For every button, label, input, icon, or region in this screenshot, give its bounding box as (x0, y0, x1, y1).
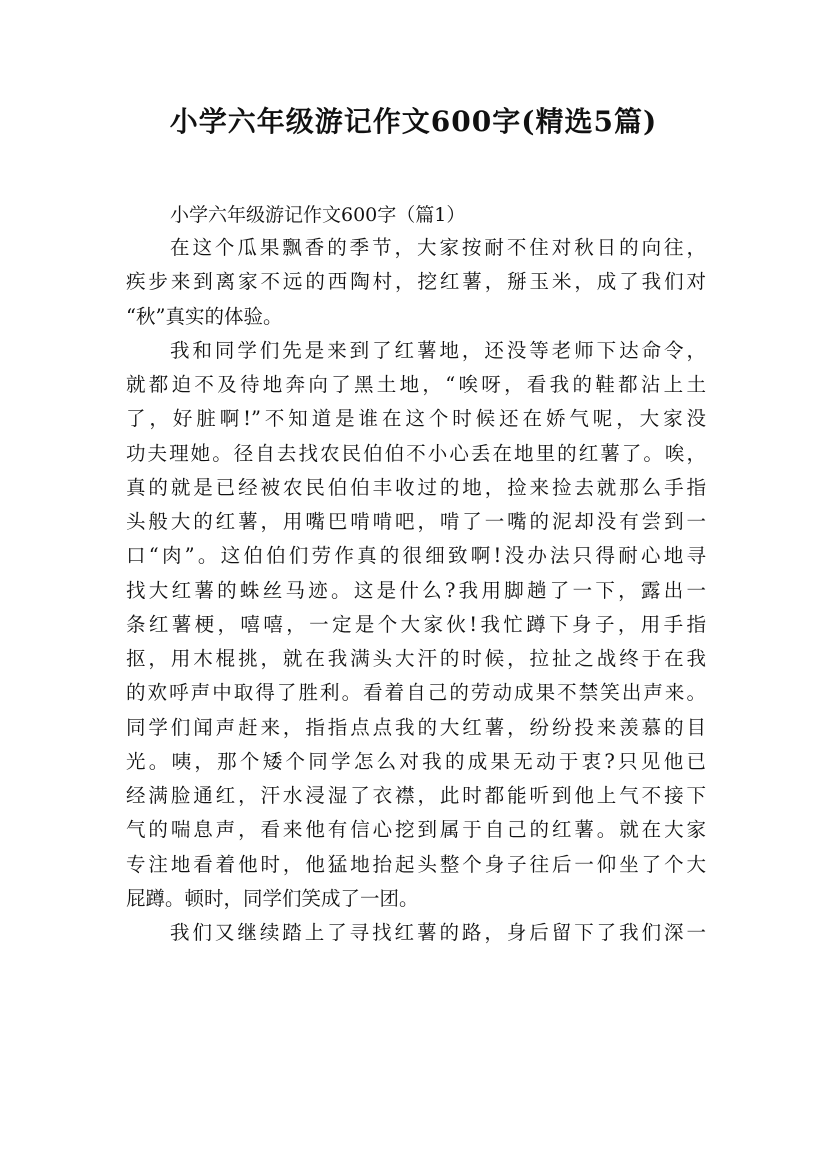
paragraph-line: 找大红薯的蛛丝马迹。这是什么?我用脚趟了一下，露出一 (126, 578, 706, 602)
paragraph-line: 气的喘息声，看来他有信心挖到属于自己的红薯。就在大家 (126, 818, 706, 842)
paragraph-line: 功夫理她。径自去找农民伯伯不小心丢在地里的红薯了。唉， (126, 441, 706, 465)
paragraph-line: 专注地看着他时，他猛地抬起头整个身子往后一仰坐了个大 (126, 852, 706, 876)
paragraph-line: “秋”真实的体验。 (126, 304, 283, 328)
paragraph-line: 我和同学们先是来到了红薯地，还没等老师下达命令， (170, 338, 706, 362)
body-text (126, 231, 706, 950)
paragraph-line: 头般大的红薯，用嘴巴啃啃吧，啃了一嘴的泥却没有尝到一 (126, 510, 706, 533)
paragraph-line: 抠，用木棍挑，就在我满头大汗的时候，拉扯之战终于在我 (126, 647, 706, 670)
paragraph-line: 经满脸通红，汗水浸湿了衣襟，此时都能听到他上气不接下 (126, 784, 706, 807)
paragraph-line: 光。咦，那个矮个同学怎么对我的成果无动于衷?只见他已 (126, 749, 706, 773)
section-heading: 小学六年级游记作文600字（篇1） (170, 204, 466, 226)
paragraph-line: 我们又继续踏上了寻找红薯的路，身后留下了我们深一 (170, 921, 706, 944)
paragraph-line: 的欢呼声中取得了胜利。看着自己的劳动成果不禁笑出声来。 (126, 681, 706, 705)
paragraph-line: 同学们闻声赶来，指指点点我的大红薯，纷纷投来羡慕的目 (126, 715, 706, 739)
paragraph-line: 口“肉”。这伯伯们劳作真的很细致啊!没办法只得耐心地寻 (126, 544, 706, 568)
paragraph-line: 真的就是已经被农民伯伯丰收过的地，捡来捡去就那么手指 (126, 475, 706, 499)
paragraph-line: 了，好脏啊!”不知道是谁在这个时候还在娇气呢，大家没 (126, 407, 706, 431)
paragraph-line: 就都迫不及待地奔向了黑土地，“唉呀，看我的鞋都沾上土 (126, 373, 706, 396)
paragraph-line: 屁蹲。顿时，同学们笑成了一团。 (126, 886, 419, 910)
paragraph-line: 条红薯梗，嘻嘻，一定是个大家伙!我忙蹲下身子，用手指 (126, 612, 706, 636)
document-title: 小学六年级游记作文600字(精选5篇) (169, 105, 658, 138)
paragraph-line: 疾步来到离家不远的西陶村，挖红薯，掰玉米，成了我们对 (126, 270, 706, 294)
paragraph-line: 在这个瓜果飘香的季节，大家按耐不住对秋日的向往， (170, 236, 706, 259)
